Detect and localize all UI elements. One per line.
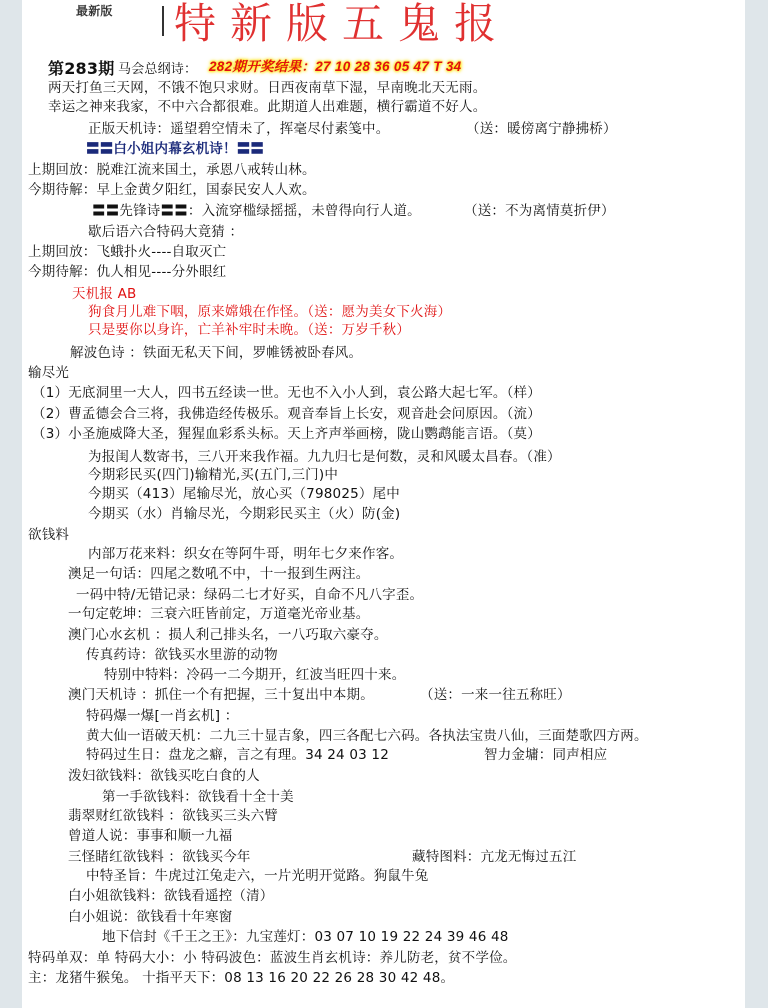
clue-line: 黄大仙一语破天机：二九三十显吉象，四三各配七六码。各执法宝贵八仙，三面楚歌四方两。 xyxy=(86,728,648,744)
clue-line: 今期买（413）尾输尽光，放心买（798025）尾中 xyxy=(88,486,401,502)
clue-line: 白小姐欲钱料：欲钱看遥控（清） xyxy=(68,888,274,904)
latest-edition-label: 最新版 xyxy=(76,4,113,18)
document-page xyxy=(22,0,745,1008)
current-issue-riddle: 今期待解：早上金黄夕阳红，国泰民安人人欢。 xyxy=(28,182,316,198)
clue-line: 特别中特料：冷码一二今期开，红波当旺四十来。 xyxy=(104,667,406,683)
clue-line: 智力金墉：同声相应 xyxy=(484,747,608,763)
page-title: 特新版五鬼报 xyxy=(174,0,511,48)
clue-line: 地下信封《千王之王》：九宝莲灯：03 07 10 19 22 24 39 46 48 xyxy=(102,929,509,945)
gift-note: （送：一来一往五称旺） xyxy=(420,687,571,703)
title-divider xyxy=(162,6,164,36)
section-heading: 歇后语六合特码大竟猜 ： xyxy=(88,224,244,240)
clue-line: 一句定乾坤：三衰六旺皆前定，万道毫光帝业基。 xyxy=(68,606,370,622)
previous-draw-result: 282期开奖结果：27 10 28 36 05 47 T 34 xyxy=(209,59,462,74)
clue-line: 传真药诗：欲钱买水里游的动物 xyxy=(86,647,278,663)
current-issue-riddle: 今期待解：仇人相见----分外眼红 xyxy=(28,264,227,280)
clue-line: 今期彩民买(四门)输精光,买(五门,三门)中 xyxy=(88,467,339,483)
numbered-clue: （2）曹孟德会合三将，我佛造经传极乐。观音奉旨上长安，观音赴会问原因。（流） xyxy=(32,406,541,422)
gift-note: （送：暖傍离宁静拂桥） xyxy=(466,121,617,137)
clue-line: 澳门心水玄机 ：损人利己排头名，一八巧取六豪夺。 xyxy=(68,627,388,643)
numbered-clue: （1）无底洞里一大人，四书五经读一世。无也不入小人到，袁公路大起七军。（样） xyxy=(32,385,541,401)
last-issue-replay: 上期回放：飞蛾扑火----自取灭亡 xyxy=(28,244,227,260)
section-heading: 欲钱料 xyxy=(28,527,70,543)
clue-line: 三怪睹红欲钱料 ：欲钱买今年 xyxy=(68,849,251,865)
clue-line: 为报闺人数寄书，三八开来我作福。九九归七是何数，灵和风暖太昌春。（准） xyxy=(88,449,561,465)
clue-line: 内部万花来料：织女在等阿牛哥，明年七夕来作客。 xyxy=(88,546,404,562)
horse-poem-label: 马会总纲诗： xyxy=(118,62,198,77)
vanguard-poem: 〓〓先锋诗〓〓：入流穿槛绿摇摇，未曾得向行人道。 xyxy=(92,203,421,219)
gift-note: （送：不为离情莫折伊） xyxy=(464,203,615,219)
poem-line: 两天打鱼三天网，不饿不饱只求财。日西夜南草下湿，早南晚北天无雨。 xyxy=(48,80,487,96)
clue-line: 泼妇欲钱料：欲钱买吃白食的人 xyxy=(68,768,260,784)
clue-line: 白小姐说：欲钱看十年寒窗 xyxy=(68,909,233,925)
section-heading: 〓〓白小姐内幕玄机诗！〓〓 xyxy=(86,141,265,157)
clue-line: 澳足一句话：四尾之数吼不中，十一报到生两注。 xyxy=(68,566,370,582)
clue-line: 澳门天机诗 ：抓住一个有把握，三十复出中本期。 xyxy=(68,687,374,703)
summary-line: 主：龙猪牛猴兔。 十指平天下：08 13 16 20 22 26 28 30 42 48。 xyxy=(28,970,455,986)
official-poem: 正版天机诗：遥望碧空情未了，挥毫尽付素笺中。 xyxy=(88,121,390,137)
issue-number: 第283期 xyxy=(48,59,115,78)
numbered-clue: （3）小圣施威降大圣，猩猩血彩系头标。天上齐声举画榜，陇山鹦鹉能言语。（莫） xyxy=(32,426,541,442)
section-heading: 天机报 AB xyxy=(72,286,137,302)
clue-line: 第一手欲钱料：欲钱看十全十美 xyxy=(102,789,294,805)
clue-line: 翡翠财红欲钱料 ：欲钱买三头六臂 xyxy=(68,808,278,824)
last-issue-replay: 上期回放：脱难江流来国土，承恩八戒转山林。 xyxy=(28,162,316,178)
clue-line: 一码中特/无错记录：绿码二七才好买，自命不凡八字歪。 xyxy=(76,587,424,603)
clue-line: 藏特图料：亢龙无悔过五江 xyxy=(412,849,577,865)
wave-color-poem: 解波色诗 ：铁面无私天下间，罗帷锈被卧春风。 xyxy=(70,345,363,361)
section-heading: 输尽光 xyxy=(28,365,70,381)
clue-line: 特码过生日：盘龙之癖，言之有理。34 24 03 12 xyxy=(86,747,389,763)
red-poem-line: 只是要你以身许，亡羊补牢时未晚。（送：万岁千秋） xyxy=(88,322,411,338)
clue-line: 曾道人说：事事和顺一九福 xyxy=(68,828,233,844)
summary-line: 特码单双：单 特码大小：小 特码波色：蓝波生肖玄机诗：养儿防老，贫不学俭。 xyxy=(28,950,517,966)
clue-line: 今期买（水）肖输尽光，今期彩民买主（火）防(金) xyxy=(88,506,401,522)
section-heading: 特码爆一爆[一肖玄机] ： xyxy=(86,708,239,724)
red-poem-line: 狗食月儿难下咽，原来嫦娥在作怪。（送：愿为美女下火海） xyxy=(88,304,452,320)
clue-line: 中特圣旨：牛虎过江兔走六，一片光明开觉路。狗鼠牛兔 xyxy=(86,868,429,884)
poem-line: 幸运之神来我家，不中六合都很难。此期道人出难题，横行霸道不好人。 xyxy=(48,99,487,115)
